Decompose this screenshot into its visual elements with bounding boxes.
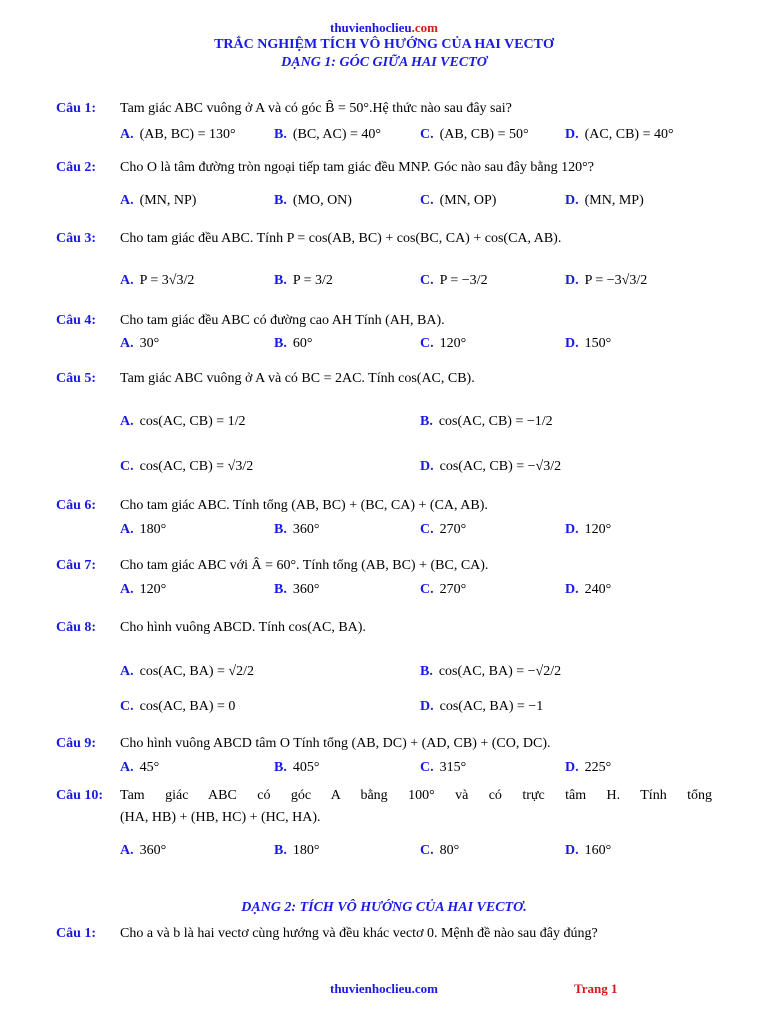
answer-option-d[interactable] (565, 273, 647, 289)
option-value: cos(AC, BA) = √2/2 (139, 664, 254, 679)
option-value: P = −3/2 (439, 273, 488, 288)
option-value: 315° (439, 760, 467, 775)
answer-option-a[interactable] (120, 273, 194, 289)
answer-option-d[interactable] (565, 843, 611, 859)
answer-option-a[interactable] (120, 582, 166, 598)
site-tld: .com (411, 20, 438, 35)
answer-option-c[interactable] (420, 582, 466, 598)
option-letter: A. (120, 760, 134, 775)
option-value: 160° (584, 843, 612, 858)
answer-option-b[interactable] (274, 127, 381, 143)
option-letter: B. (274, 522, 287, 537)
answer-option-d[interactable] (565, 193, 644, 209)
answer-option-c[interactable] (420, 336, 466, 352)
option-value: cos(AC, BA) = −√2/2 (438, 664, 562, 679)
answer-option-b[interactable] (274, 193, 352, 209)
answer-option-b[interactable] (274, 522, 319, 538)
option-letter: A. (120, 193, 134, 208)
option-value: 80° (439, 843, 460, 858)
question-label: Câu 1: (56, 926, 97, 941)
document-title: TRẮC NGHIỆM TÍCH VÔ HƯỚNG CỦA HAI VECTƠ (214, 37, 554, 52)
option-value: 360° (139, 843, 167, 858)
answer-option-b[interactable] (274, 760, 319, 776)
question-label: Câu 4: (56, 313, 97, 328)
option-letter: B. (274, 760, 287, 775)
option-letter: D. (565, 273, 579, 288)
option-letter: B. (274, 193, 287, 208)
option-letter: C. (420, 522, 434, 537)
answer-option-c[interactable] (420, 273, 488, 289)
answer-option-d[interactable] (565, 127, 674, 143)
option-value: 225° (584, 760, 612, 775)
option-letter: D. (420, 699, 434, 714)
answer-option-a[interactable] (120, 760, 159, 776)
answer-option-d[interactable] (565, 582, 611, 598)
option-letter: B. (274, 127, 287, 142)
option-letter: B. (274, 336, 287, 351)
option-letter: A. (120, 127, 134, 142)
answer-option-c[interactable] (420, 193, 496, 209)
question-text: Cho hình vuông ABCD tâm O Tính tổng (AB, DC) + (AD, CB) + (CO, DC). (120, 736, 551, 751)
answer-option-d[interactable] (565, 522, 611, 538)
question-text: Cho tam giác ABC với Â = 60°. Tính tổng (AB, BC) + (BC, CA). (120, 558, 489, 573)
option-value: 45° (139, 760, 160, 775)
answer-option-b[interactable] (274, 273, 333, 289)
option-letter: A. (120, 522, 134, 537)
answer-option-a[interactable] (120, 664, 254, 680)
question-text: Cho tam giác ABC. Tính tổng (AB, BC) + (BC, CA) + (CA, AB). (120, 498, 488, 513)
option-letter: A. (120, 336, 134, 351)
question-label: Câu 6: (56, 498, 97, 513)
question-text: Cho hình vuông ABCD. Tính cos(AC, BA). (120, 620, 366, 635)
question-label: Câu 10: (56, 788, 104, 803)
option-value: 180° (292, 843, 320, 858)
question-text-continued: (HA, HB) + (HB, HC) + (HC, HA). (120, 810, 321, 825)
option-letter: C. (420, 273, 434, 288)
option-letter: C. (420, 843, 434, 858)
option-value: P = −3√3/2 (584, 273, 648, 288)
option-letter: C. (420, 760, 434, 775)
option-value: cos(AC, BA) = −1 (439, 699, 544, 714)
answer-option-a[interactable] (120, 127, 236, 143)
option-letter: A. (120, 582, 134, 597)
site-header[interactable] (0, 20, 768, 36)
section-title-1: DẠNG 1: GÓC GIỮA HAI VECTƠ (281, 55, 487, 70)
option-value: 360° (292, 582, 320, 597)
answer-option-d[interactable] (420, 459, 561, 475)
option-value: 60° (292, 336, 313, 351)
option-letter: D. (565, 127, 579, 142)
answer-option-a[interactable] (120, 414, 246, 430)
answer-option-a[interactable] (120, 336, 159, 352)
site-name: thuvienhoclieu (330, 20, 412, 35)
option-letter: B. (274, 273, 287, 288)
answer-option-d[interactable] (565, 760, 611, 776)
option-letter: D. (565, 582, 579, 597)
question-text: Tam giác ABC có góc A bằng 100° và có trực tâm H. Tính tổng (120, 788, 712, 803)
option-letter: D. (420, 459, 434, 474)
option-value: cos(AC, CB) = √3/2 (139, 459, 254, 474)
option-letter: D. (565, 193, 579, 208)
answer-option-c[interactable] (420, 760, 466, 776)
option-value: 150° (584, 336, 612, 351)
answer-option-d[interactable] (565, 336, 611, 352)
option-letter: B. (420, 664, 433, 679)
option-value: (MN, MP) (584, 193, 644, 208)
option-value: (MN, OP) (439, 193, 497, 208)
answer-option-c[interactable] (420, 843, 459, 859)
option-value: (MN, NP) (139, 193, 197, 208)
answer-option-c[interactable] (120, 699, 235, 715)
option-value: 120° (584, 522, 612, 537)
question-text: Tam giác ABC vuông ở A và có góc B̂ = 50°.Hệ thức nào sau đây sai? (120, 101, 512, 116)
option-value: (MO, ON) (292, 193, 352, 208)
answer-option-c[interactable] (420, 127, 529, 143)
option-letter: A. (120, 843, 134, 858)
answer-option-b[interactable] (274, 843, 319, 859)
question-label: Câu 9: (56, 736, 97, 751)
answer-option-c[interactable] (120, 459, 253, 475)
option-letter: B. (274, 582, 287, 597)
option-value: 360° (292, 522, 320, 537)
option-value: 120° (439, 336, 467, 351)
footer-site[interactable]: thuvienhoclieu.com (330, 981, 438, 996)
option-letter: D. (565, 843, 579, 858)
option-value: 270° (439, 522, 467, 537)
answer-option-a[interactable] (120, 193, 196, 209)
option-value: (BC, AC) = 40° (292, 127, 382, 142)
option-value: cos(AC, CB) = 1/2 (139, 414, 246, 429)
option-letter: C. (420, 582, 434, 597)
question-label: Câu 3: (56, 231, 97, 246)
option-value: 30° (139, 336, 160, 351)
answer-option-c[interactable] (420, 522, 466, 538)
option-value: cos(AC, CB) = −1/2 (438, 414, 553, 429)
question-label: Câu 2: (56, 160, 97, 175)
option-letter: A. (120, 664, 134, 679)
page-number: Trang 1 (574, 981, 618, 996)
option-value: P = 3/2 (292, 273, 333, 288)
question-label: Câu 1: (56, 101, 97, 116)
answer-option-b[interactable] (420, 664, 561, 680)
option-letter: A. (120, 273, 134, 288)
option-value: 270° (439, 582, 467, 597)
option-value: cos(AC, BA) = 0 (139, 699, 236, 714)
option-letter: B. (420, 414, 433, 429)
answer-option-a[interactable] (120, 522, 166, 538)
option-value: 180° (139, 522, 167, 537)
option-value: 405° (292, 760, 320, 775)
option-letter: C. (420, 193, 434, 208)
option-letter: A. (120, 414, 134, 429)
option-value: (AB, CB) = 50° (439, 127, 529, 142)
answer-option-d[interactable] (420, 699, 543, 715)
option-letter: C. (420, 127, 434, 142)
option-value: (AC, CB) = 40° (584, 127, 674, 142)
question-text: Cho O là tâm đường tròn ngoại tiếp tam giác đều MNP. Góc nào sau đây bằng 120°? (120, 160, 594, 175)
question-text: Cho a và b là hai vectơ cùng hướng và đều khác vectơ 0. Mệnh đề nào sau đây đúng? (120, 926, 598, 941)
question-label: Câu 8: (56, 620, 97, 635)
answer-option-b[interactable] (274, 582, 319, 598)
option-value: cos(AC, CB) = −√3/2 (439, 459, 562, 474)
option-letter: D. (565, 522, 579, 537)
option-value: 120° (139, 582, 167, 597)
option-letter: D. (565, 760, 579, 775)
question-label: Câu 7: (56, 558, 97, 573)
answer-option-b[interactable] (420, 414, 553, 430)
option-letter: C. (120, 459, 134, 474)
question-text: Cho tam giác đều ABC có đường cao AH Tính (AH, BA). (120, 313, 445, 328)
option-letter: C. (120, 699, 134, 714)
option-letter: B. (274, 843, 287, 858)
question-text: Cho tam giác đều ABC. Tính P = cos(AB, BC) + cos(BC, CA) + cos(CA, AB). (120, 231, 562, 246)
option-value: 240° (584, 582, 612, 597)
answer-option-b[interactable] (274, 336, 312, 352)
section-title-2: DẠNG 2: TÍCH VÔ HƯỚNG CỦA HAI VECTƠ. (241, 900, 527, 915)
question-text: Tam giác ABC vuông ở A và có BC = 2AC. Tính cos(AC, CB). (120, 371, 475, 386)
option-letter: C. (420, 336, 434, 351)
answer-option-a[interactable] (120, 843, 166, 859)
option-value: P = 3√3/2 (139, 273, 195, 288)
option-letter: D. (565, 336, 579, 351)
option-value: (AB, BC) = 130° (139, 127, 236, 142)
question-label: Câu 5: (56, 371, 97, 386)
